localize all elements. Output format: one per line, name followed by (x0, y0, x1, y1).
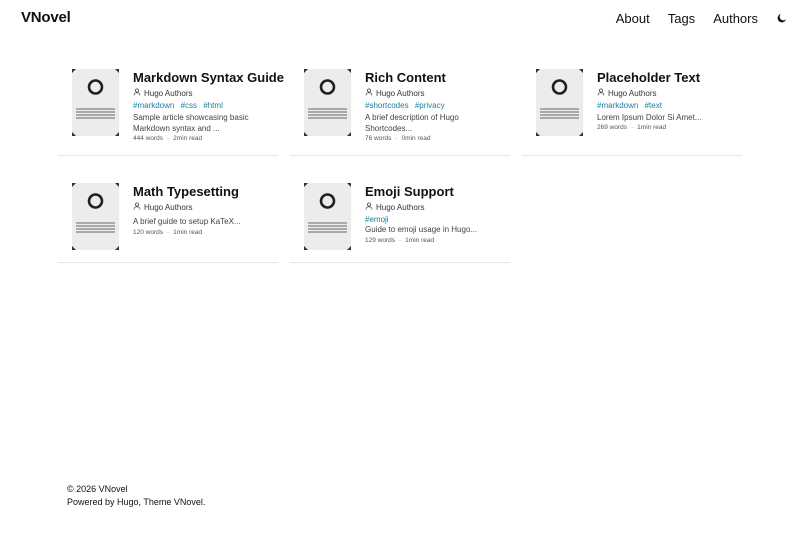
post-thumbnail[interactable] (304, 69, 351, 136)
post-author-name[interactable]: Hugo Authors (376, 202, 425, 212)
post-thumbnail[interactable] (72, 69, 119, 136)
post-meta (365, 237, 434, 244)
tag-link[interactable]: #emoji (365, 215, 389, 224)
post-tags (133, 101, 227, 110)
post-title-link[interactable]: Emoji Support (365, 184, 454, 199)
meta-separator: · (167, 229, 170, 236)
tag-link[interactable]: #shortcodes (365, 101, 409, 110)
meta-separator: · (167, 135, 170, 142)
post-excerpt: A brief description of Hugo Shortcodes... (365, 113, 459, 133)
user-icon (365, 88, 376, 98)
post-word-count: 76 words (365, 135, 392, 142)
post-word-count: 129 words (365, 237, 395, 244)
main-nav (598, 10, 790, 26)
post-meta (133, 229, 202, 236)
post-tags (597, 101, 666, 110)
site-footer (67, 483, 205, 509)
meta-separator: · (399, 237, 402, 244)
user-icon (133, 202, 144, 212)
nav-tags-link[interactable]: Tags (667, 10, 696, 26)
post-reading-time: 1min read (637, 124, 667, 131)
post-author (597, 88, 656, 98)
nav-about-link[interactable]: About (615, 10, 650, 26)
post-author (365, 202, 424, 212)
post-card (522, 60, 742, 156)
post-thumbnail[interactable] (72, 183, 119, 250)
post-excerpt: Lorem Ipsum Dolor Si Amet... (597, 113, 702, 122)
post-word-count: 444 words (133, 135, 163, 142)
post-author (133, 88, 192, 98)
tag-link[interactable]: #css (180, 101, 198, 110)
moon-icon[interactable] (774, 10, 790, 26)
tag-link[interactable]: #html (203, 101, 223, 110)
post-card (58, 174, 278, 263)
post-reading-time: 1min read (173, 229, 203, 236)
post-tags (365, 101, 449, 110)
post-title-link[interactable]: Placeholder Text (597, 70, 701, 85)
post-excerpt: Guide to emoji usage in Hugo... (365, 225, 478, 234)
post-title-link[interactable]: Rich Content (365, 70, 446, 85)
post-thumbnail[interactable] (536, 69, 583, 136)
post-author (365, 88, 424, 98)
post-excerpt: Sample article showcasing basic Markdown syntax and ... (133, 113, 249, 133)
tag-link[interactable]: #markdown (597, 101, 639, 110)
post-author-name[interactable]: Hugo Authors (608, 88, 657, 98)
meta-separator: · (395, 135, 398, 142)
post-meta (133, 135, 202, 142)
post-word-count: 120 words (133, 229, 163, 236)
user-icon (597, 88, 608, 98)
post-author-name[interactable]: Hugo Authors (376, 88, 425, 98)
user-icon (133, 88, 144, 98)
post-meta (597, 124, 666, 131)
tag-link[interactable]: #privacy (414, 101, 445, 110)
tag-link[interactable]: #text (644, 101, 662, 110)
footer-powered-by: Powered by Hugo, Theme VNovel. (67, 497, 206, 507)
post-author (133, 202, 192, 212)
site-header (0, 0, 800, 36)
post-reading-time: 0min read (401, 135, 431, 142)
tag-link[interactable]: #markdown (133, 101, 175, 110)
post-card (290, 174, 510, 263)
post-tags (365, 215, 393, 224)
post-card (290, 60, 510, 156)
post-thumbnail[interactable] (304, 183, 351, 250)
nav-authors-link[interactable]: Authors (713, 10, 758, 26)
post-author-name[interactable]: Hugo Authors (144, 88, 193, 98)
footer-copyright: © 2026 VNovel (67, 484, 128, 494)
post-excerpt: A brief guide to setup KaTeX... (133, 217, 241, 226)
post-reading-time: 2min read (173, 135, 203, 142)
user-icon (365, 202, 376, 212)
post-word-count: 269 words (597, 124, 627, 131)
meta-separator: · (631, 124, 634, 131)
post-meta (365, 135, 430, 142)
post-author-name[interactable]: Hugo Authors (144, 202, 193, 212)
post-reading-time: 1min read (405, 237, 435, 244)
post-card (58, 60, 284, 156)
post-title-link[interactable]: Markdown Syntax Guide (133, 70, 284, 85)
post-title-link[interactable]: Math Typesetting (133, 184, 239, 199)
site-brand-link[interactable]: VNovel (21, 9, 71, 26)
